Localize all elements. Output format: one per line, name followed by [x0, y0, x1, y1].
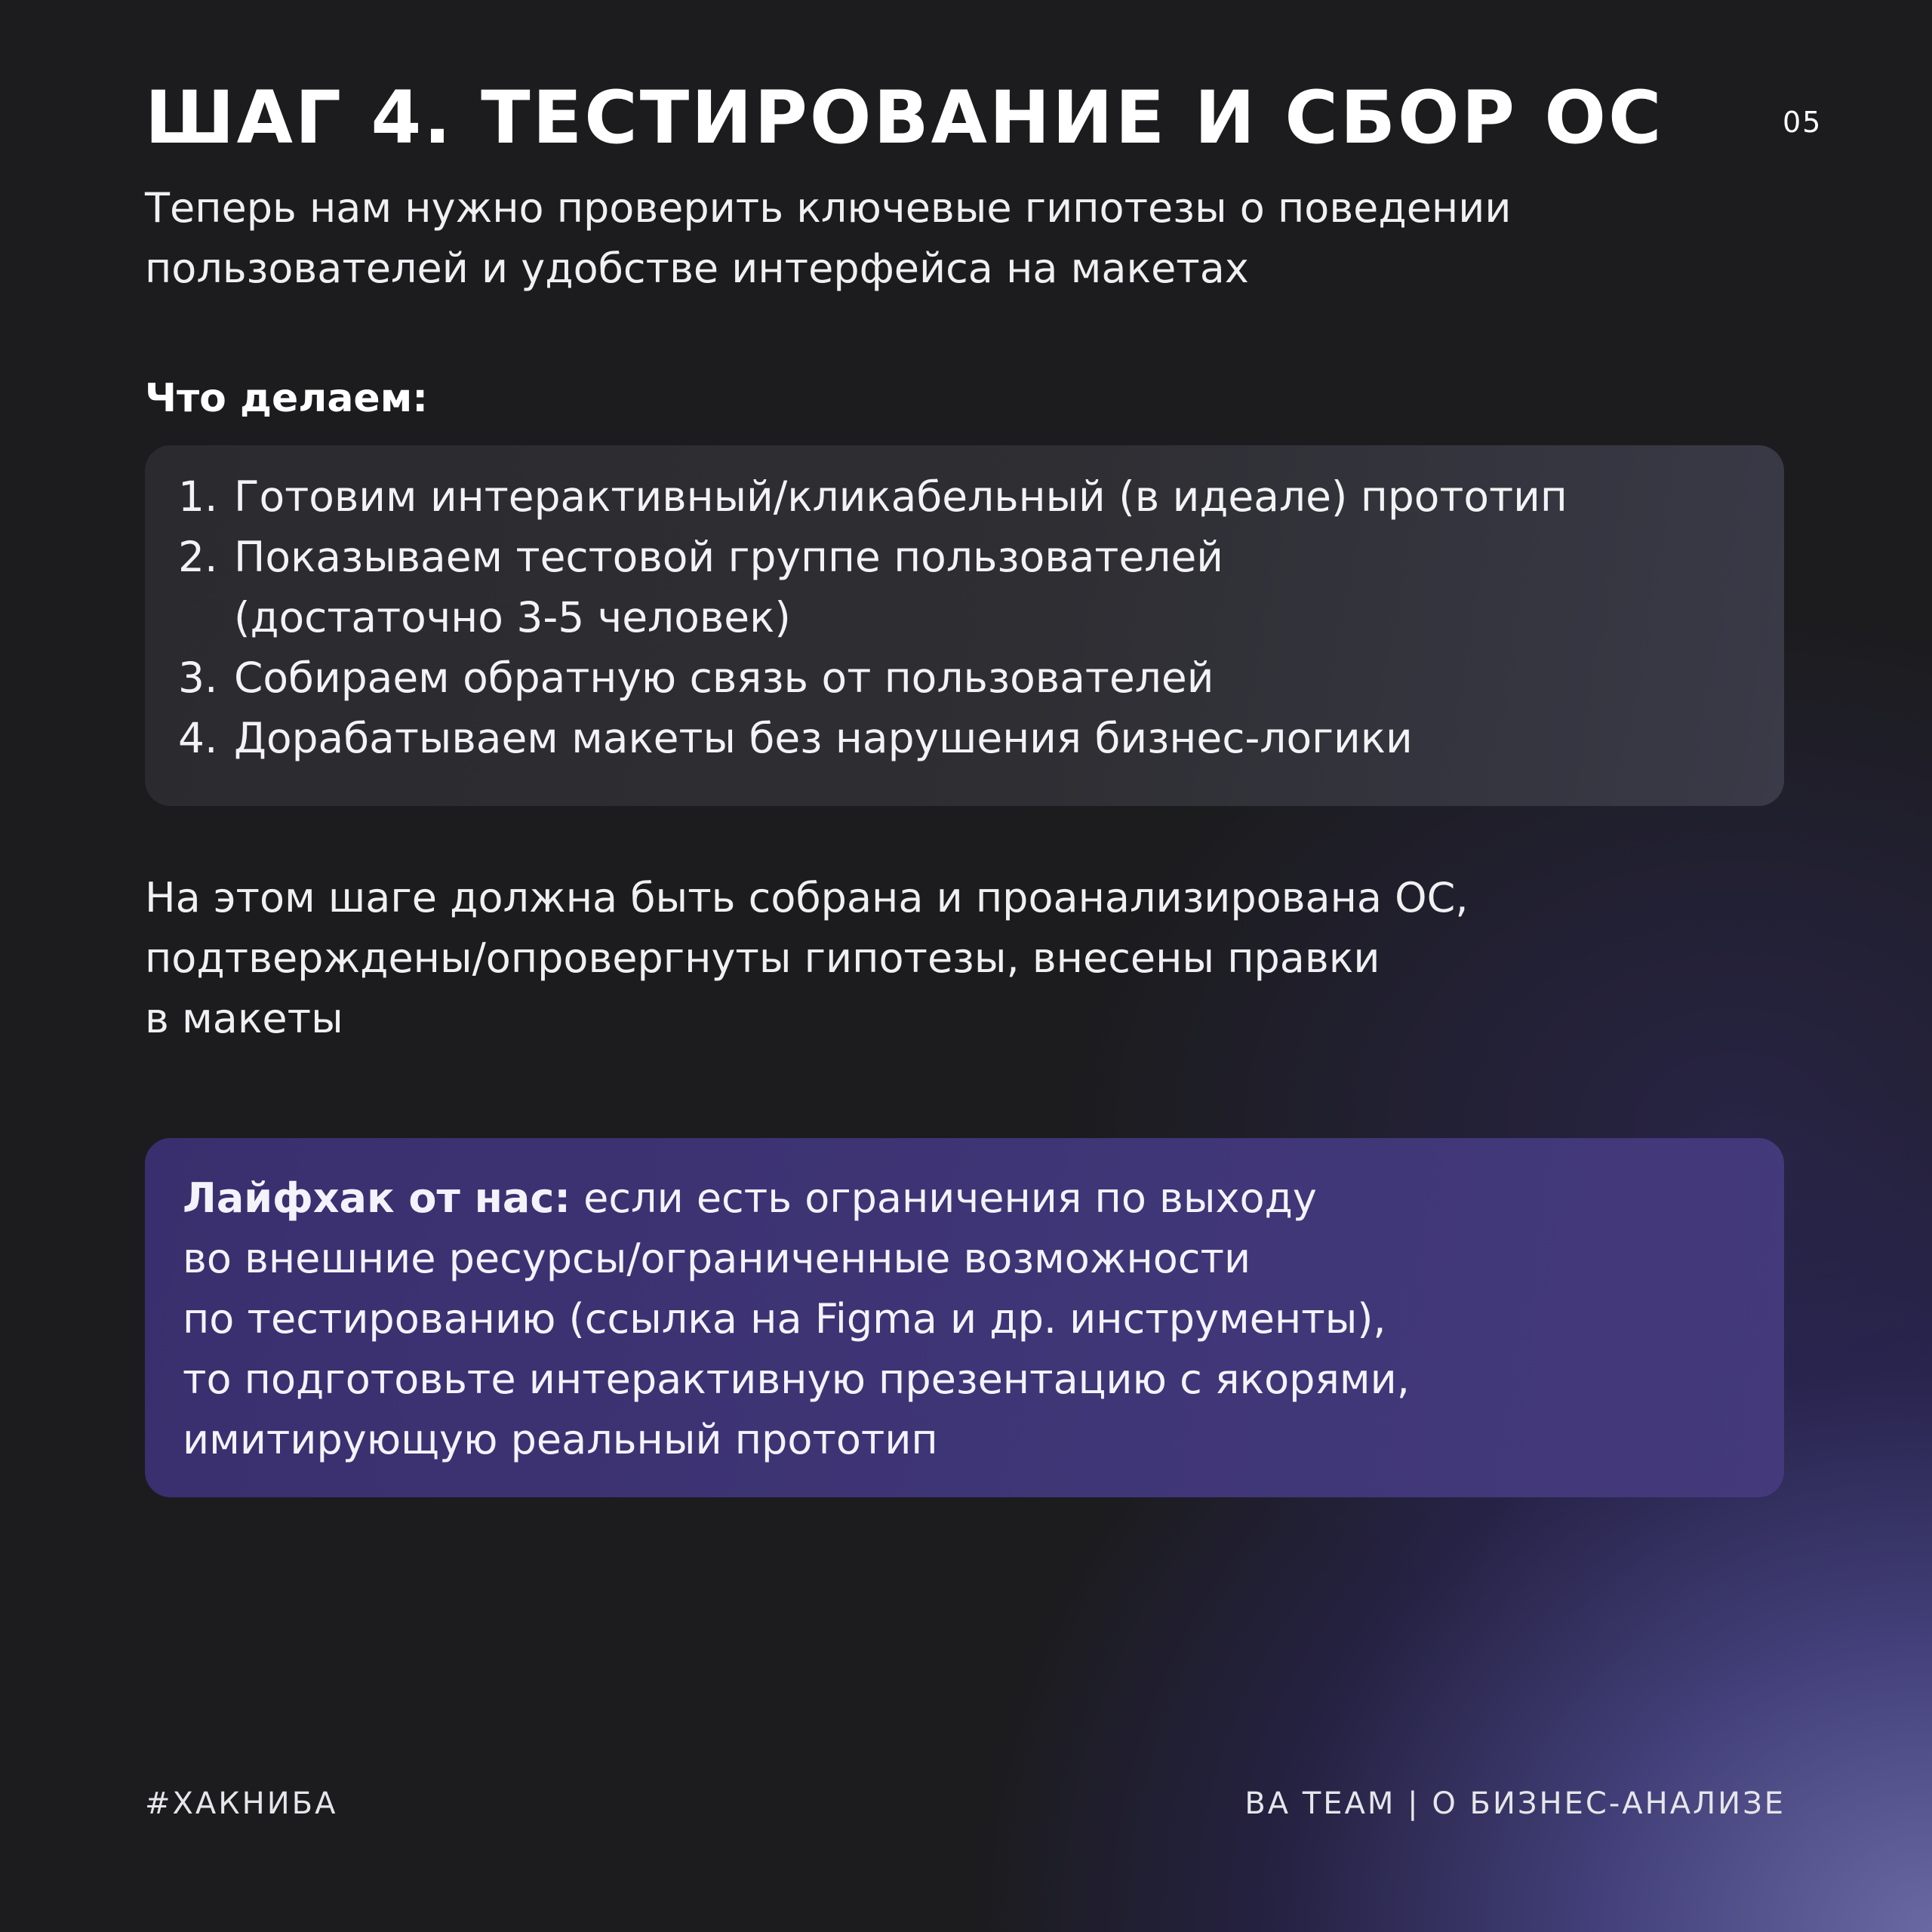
page-number: 05	[1783, 106, 1823, 139]
step-item	[178, 466, 1784, 527]
tip-line: то подготовьте интерактивную презентацию с якорями,	[183, 1355, 1410, 1403]
footer-brand: BA TEAM | О БИЗНЕС-АНАЛИЗЕ	[1244, 1786, 1786, 1821]
outcome-line: в макеты	[145, 995, 343, 1042]
outcome-line: подтверждены/опровергнуты гипотезы, внесены правки	[145, 934, 1380, 982]
outcome-line: На этом шаге должна быть собрана и проанализирована ОС,	[145, 874, 1469, 921]
step-text: Дорабатываем макеты без нарушения бизнес-логики	[234, 714, 1413, 762]
step-number: 1.	[178, 472, 218, 521]
step-item	[178, 708, 1784, 768]
tip-line: во внешние ресурсы/ограниченные возможности	[183, 1235, 1251, 1282]
step-item	[178, 527, 1784, 648]
step-text: (достаточно 3-5 человек)	[234, 593, 791, 641]
page-title: ШАГ 4. ТЕСТИРОВАНИЕ И СБОР ОС	[145, 75, 1664, 160]
intro-line: пользователей и удобстве интерфейса на макетах	[145, 245, 1249, 292]
step-text: Показываем тестовой группе пользователей	[234, 533, 1224, 581]
steps-heading: Что делаем:	[145, 376, 428, 421]
steps-card	[145, 445, 1784, 806]
tip-lead: Лайфхак от нас:	[183, 1174, 571, 1222]
intro-paragraph	[145, 178, 1805, 299]
tip-line: имитирующую реальный прототип	[183, 1416, 938, 1463]
step-text: Готовим интерактивный/кликабельный (в идеале) прототип	[234, 472, 1567, 521]
step-text: Собираем обратную связь от пользователей	[234, 654, 1214, 702]
intro-line: Теперь нам нужно проверить ключевые гипотезы о поведении	[145, 184, 1512, 232]
footer-hashtag: #ХАКНИБА	[145, 1786, 338, 1821]
step-number: 3.	[178, 654, 218, 702]
step-number: 4.	[178, 714, 218, 762]
outcome-paragraph	[145, 868, 1805, 1049]
lifehack-card	[145, 1138, 1784, 1497]
tip-text: если есть ограничения по выходу	[570, 1174, 1317, 1222]
tip-line	[183, 1168, 1784, 1229]
step-item	[178, 648, 1784, 708]
step-number: 2.	[178, 533, 218, 581]
tip-line: по тестированию (ссылка на Figma и др. инструменты),	[183, 1295, 1386, 1343]
